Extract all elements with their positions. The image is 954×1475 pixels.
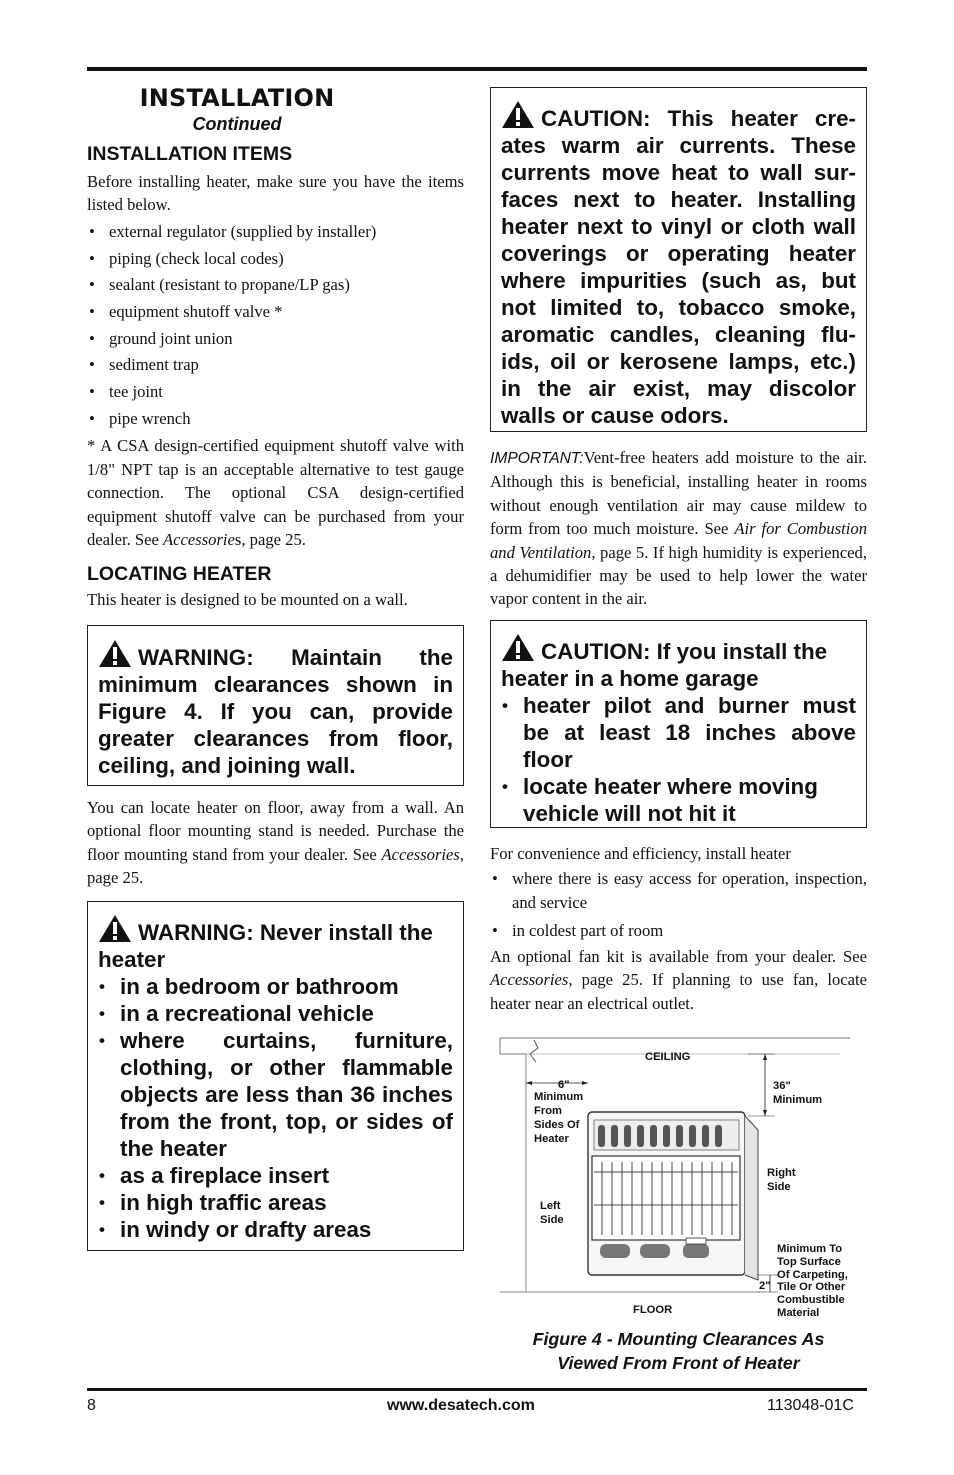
warning-clearances-line [98, 639, 453, 671]
heater-vent-center [640, 1244, 670, 1258]
fan-kit-text-cont: , page 25. If planning to use fan, locate heater near an electrical outlet. [490, 970, 867, 1013]
list-item: • heater pilot and burner must be at least 18 inches above floor [501, 692, 856, 773]
fan-kit-accessories-ref: Accessories [490, 970, 569, 990]
list-item: • in high traffic areas [98, 1189, 453, 1216]
warning-triangle-icon [501, 100, 535, 129]
six-inch-desc-2: From [534, 1105, 562, 1117]
list-item: • ground joint union [87, 326, 464, 353]
caution-line: faces next to heater. Installing [501, 187, 856, 212]
floor-desc-3: Of Carpeting, [777, 1269, 848, 1281]
important-label: IMPORTANT: [490, 450, 584, 467]
heater-vent-left [600, 1244, 630, 1258]
caution-line: in the air exist, may discolor [501, 376, 856, 401]
warning-never-install-box [87, 901, 464, 1251]
two-inch-label: 2" [759, 1280, 771, 1292]
caution-line: not limited to, tobacco smoke, [501, 295, 856, 320]
six-inch-desc-3: Sides Of [534, 1119, 580, 1131]
six-inch-label: 6" [558, 1079, 570, 1091]
important-ventilation-ref: Air for Combustion and Ventilation, [490, 519, 867, 562]
floor-desc-5: Combustible [777, 1294, 845, 1306]
caution-garage-box [490, 620, 867, 828]
thirtysix-inch-label: 36" [773, 1080, 791, 1092]
break-mark [530, 1040, 538, 1062]
list-item: • piping (check local codes) [87, 246, 464, 273]
list-item: • in windy or drafty areas [98, 1216, 453, 1243]
section-title: INSTALLATION [139, 84, 335, 112]
left-column [87, 84, 464, 1251]
list-item: • in a bedroom or bathroom [98, 973, 453, 1000]
fan-kit-paragraph [490, 945, 867, 1015]
caution-line: walls or cause odors. [501, 403, 729, 428]
thirtysix-inch-desc: Minimum [773, 1094, 823, 1106]
document-code: 113048-01C [767, 1397, 854, 1414]
heater-side [745, 1116, 758, 1280]
ceiling-label: CEILING [645, 1051, 691, 1063]
caution-line: aromatic candles, cleaning flu- [501, 322, 856, 347]
caution-garage-title [501, 633, 856, 665]
warning-clearances-box [87, 625, 464, 786]
page-number: 8 [87, 1397, 96, 1414]
convenience-list [490, 867, 867, 945]
footnote [87, 434, 464, 551]
heater-vent-right [683, 1244, 709, 1258]
six-inch-desc-4: Heater [534, 1133, 569, 1145]
caution-warm-air-box [490, 87, 867, 432]
warning-clearances-line: Figure 4. If you can, provide [98, 698, 453, 724]
floor-mount-paragraph [87, 796, 464, 890]
caution-line: heater next to vinyl or cloth wall [501, 214, 856, 239]
caution-text: CAUTION: This heater cre- [541, 106, 856, 131]
warning-never-install-list [98, 973, 453, 1243]
warning-clearances-line: ceiling, and joining wall. [98, 752, 356, 778]
floor-desc-1: Minimum To [777, 1243, 843, 1255]
right-side-label-1: Right [767, 1167, 796, 1179]
footnote-text: * A CSA design-certified equipment shutoff valve with 1/8" NPT tap is an acceptable alternative to test gauge connection. The optional CSA design-certified equipment shutoff valve can be purchased from your dealer. See [87, 436, 464, 550]
warning-clearances-line: greater clearances from floor, [98, 725, 453, 751]
important-text-cont: page 5. If high humidity is experienced, a dehumidifier may be used to help lower the water vapor content in the air. [490, 542, 867, 609]
floor-label: FLOOR [633, 1304, 673, 1316]
caution-text: CAUTION: If you install the [541, 638, 828, 664]
floor-mount-text: You can locate heater on floor, away from a wall. An optional floor mounting stand is needed. Purchase the floor mounting stand from your dealer. See [87, 797, 464, 864]
list-item: • external regulator (supplied by installer) [87, 219, 464, 246]
dimension-arrow [526, 1081, 532, 1085]
important-paragraph [490, 446, 867, 611]
important-text: Vent-free heaters add moisture to the air. Although this is beneficial, installing heater in rooms without enough ventilation air may cause mildew to form from too much moisture. See [490, 448, 867, 539]
footnote-accessories-ref: Accessorie [163, 530, 235, 550]
footnote-page-ref: s, page 25. [234, 530, 306, 550]
floor-desc-6: Material [777, 1307, 820, 1319]
warning-text: WARNING: Maintain the [138, 644, 453, 670]
six-inch-desc-1: Minimum [534, 1091, 584, 1103]
floor-mount-accessories-ref: Accessories [381, 844, 460, 864]
warning-triangle-icon [98, 914, 132, 943]
locating-heater-heading: LOCATING HEATER [87, 563, 272, 586]
caution-line: coverings or operating heater [501, 241, 856, 266]
locating-heater-intro: This heater is designed to be mounted on a wall. [87, 590, 408, 610]
heater-burner-panel [592, 1156, 740, 1240]
right-column [490, 87, 867, 1015]
list-item: • pipe wrench [87, 406, 464, 433]
warning-text: WARNING: Never install the [138, 919, 433, 945]
installation-items-intro: Before installing heater, make sure you have the items listed below. [87, 172, 464, 215]
warning-never-install-title [98, 914, 453, 946]
left-side-label-1: Left [540, 1200, 561, 1212]
caution-garage-list [501, 692, 856, 827]
list-item: • sealant (resistant to propane/LP gas) [87, 272, 464, 299]
list-item: • equipment shutoff valve * [87, 299, 464, 326]
website-link[interactable]: www.desatech.com [387, 1397, 535, 1414]
installation-items-heading: INSTALLATION ITEMS [87, 143, 293, 165]
caution-line: currents move heat to wall sur- [501, 160, 856, 185]
list-item: • where there is easy access for operation, inspection, and service [490, 867, 867, 914]
figure-caption-line-2: Viewed From Front of Heater [557, 1353, 800, 1373]
caution-line: where impurities (such as, but [501, 268, 856, 293]
list-item: • sediment trap [87, 352, 464, 379]
bottom-rule [87, 1388, 867, 1391]
floor-desc-4: Tile Or Other [777, 1281, 846, 1293]
warning-triangle-icon [98, 639, 132, 668]
list-item: • as a fireplace insert [98, 1162, 453, 1189]
figure-caption-line-1: Figure 4 - Mounting Clearances As [532, 1329, 825, 1349]
heater-control-label [686, 1238, 706, 1244]
convenience-intro: For convenience and efficiency, install heater [490, 843, 791, 863]
figure-caption [490, 1327, 867, 1375]
list-item: • in coldest part of room [490, 918, 867, 945]
list-item: • in a recreational vehicle [98, 1000, 453, 1027]
dimension-arrow [763, 1110, 767, 1116]
fan-kit-text: An optional fan kit is available from your dealer. See [490, 946, 867, 966]
installation-items-list [87, 219, 464, 433]
warning-triangle-icon [501, 633, 535, 662]
list-item: • tee joint [87, 379, 464, 406]
floor-mount-page-ref: , page 25. [87, 844, 464, 888]
caution-line: ates warm air currents. These [501, 133, 856, 158]
warning-never-install-title-cont: heater [98, 946, 166, 972]
list-item: • locate heater where moving vehicle will not hit it [501, 773, 856, 827]
dimension-arrow [763, 1054, 767, 1060]
left-wall-corner [500, 1038, 526, 1054]
right-side-label-2: Side [767, 1181, 791, 1193]
dimension-arrow [582, 1081, 588, 1085]
list-item: • where curtains, furniture, clothing, or other flammable objects are less than 36 inches from the front, top, or sides of the heater [98, 1027, 453, 1162]
top-rule [87, 67, 867, 71]
section-subtitle: Continued [192, 114, 282, 134]
floor-desc-2: Top Surface [777, 1256, 841, 1268]
caution-garage-title-cont: heater in a home garage [501, 665, 759, 691]
caution-line: ids, oil or kerosene lamps, etc.) [501, 349, 856, 374]
mounting-clearances-diagram [490, 1030, 867, 1330]
warning-clearances-line: minimum clearances shown in [98, 671, 453, 697]
caution-line [501, 100, 856, 132]
left-side-label-2: Side [540, 1214, 564, 1226]
